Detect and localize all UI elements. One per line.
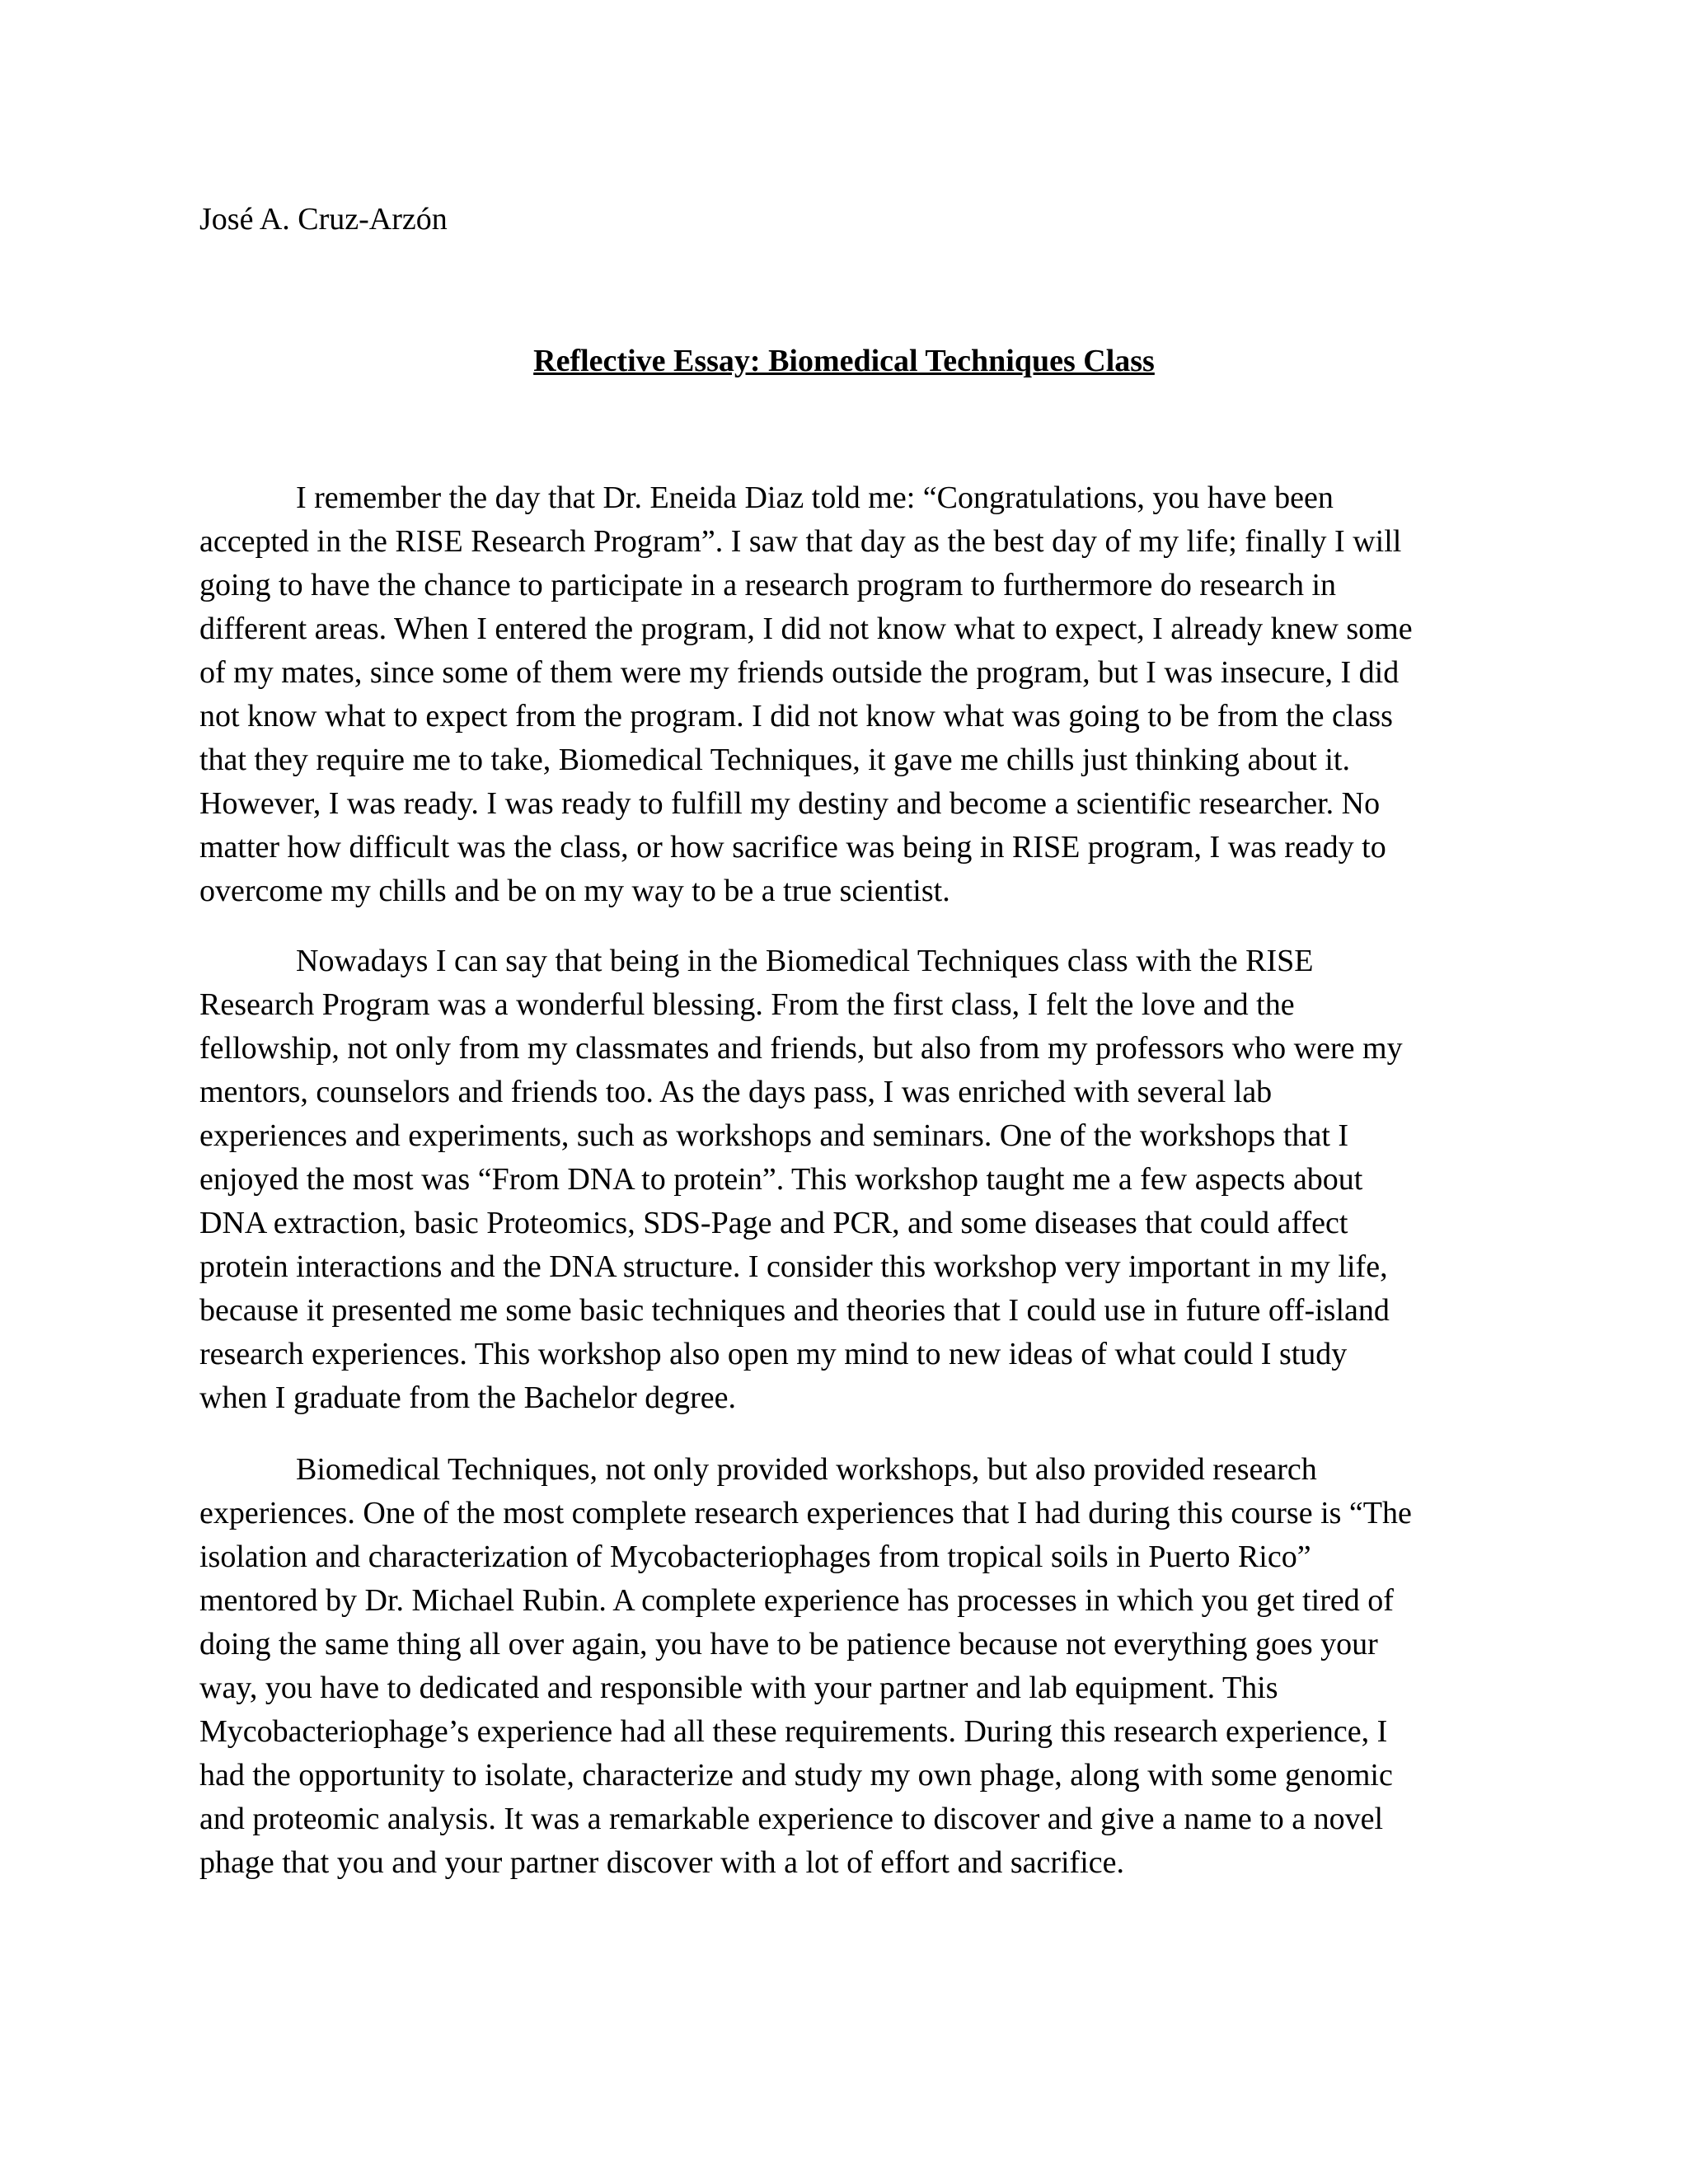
paragraph-line: research experiences. This workshop also open my mind to new ideas of what could I study xyxy=(199,1337,1348,1371)
paragraph-line: DNA extraction, basic Proteomics, SDS-Page and PCR, and some diseases that could affect xyxy=(199,1206,1348,1240)
paragraph-line: protein interactions and the DNA structure. I consider this workshop very important in my life, xyxy=(199,1249,1388,1284)
paragraph-line: Nowadays I can say that being in the Biomedical Techniques class with the RISE xyxy=(296,944,1314,978)
paragraph-line: fellowship, not only from my classmates and friends, but also from my professors who were my xyxy=(199,1031,1403,1066)
paragraph-3 xyxy=(199,1448,1412,1885)
essay-title: Reflective Essay: Biomedical Techniques Class xyxy=(533,344,1155,378)
paragraph-line: experiences and experiments, such as workshops and seminars. One of the workshops that I xyxy=(199,1118,1349,1153)
paragraph-line: I remember the day that Dr. Eneida Diaz told me: “Congratulations, you have been xyxy=(296,480,1334,515)
paragraph-line: enjoyed the most was “From DNA to protein”. This workshop taught me a few aspects about xyxy=(199,1162,1363,1197)
paragraph-line: matter how difficult was the class, or how sacrifice was being in RISE program, I was ready to xyxy=(199,830,1386,865)
paragraph-line: that they require me to take, Biomedical Techniques, it gave me chills just thinking about it. xyxy=(199,743,1350,777)
paragraph-line: However, I was ready. I was ready to fulfill my destiny and become a scientific researcher. No xyxy=(199,786,1381,821)
paragraph-line: because it presented me some basic techniques and theories that I could use in future off-island xyxy=(199,1293,1390,1328)
paragraph-line: different areas. When I entered the program, I did not know what to expect, I already knew some xyxy=(199,612,1413,646)
paragraph-line: and proteomic analysis. It was a remarkable experience to discover and give a name to a novel xyxy=(199,1802,1384,1836)
paragraph-line: not know what to expect from the program. I did not know what was going to be from the class xyxy=(199,699,1393,733)
author-name: José A. Cruz-Arzón xyxy=(199,202,448,237)
paragraph-line: Research Program was a wonderful blessing. From the first class, I felt the love and the xyxy=(199,987,1295,1022)
paragraph-line: way, you have to dedicated and responsible with your partner and lab equipment. This xyxy=(199,1671,1278,1705)
paragraph-line: when I graduate from the Bachelor degree. xyxy=(199,1380,736,1415)
paragraph-line: accepted in the RISE Research Program”. I saw that day as the best day of my life; finally I will xyxy=(199,524,1402,559)
paragraph-line: going to have the chance to participate in a research program to furthermore do research in xyxy=(199,568,1337,602)
paragraph-line: mentors, counselors and friends too. As the days pass, I was enriched with several lab xyxy=(199,1075,1273,1109)
paragraph-line: Biomedical Techniques, not only provided workshops, but also provided research xyxy=(296,1452,1317,1487)
paragraph-line: Mycobacteriophage’s experience had all these requirements. During this research experience, I xyxy=(199,1714,1388,1749)
paragraph-line: phage that you and your partner discover with a lot of effort and sacrifice. xyxy=(199,1845,1125,1880)
paragraph-line: mentored by Dr. Michael Rubin. A complete experience has processes in which you get tired of xyxy=(199,1583,1394,1618)
paragraph-2 xyxy=(199,940,1403,1420)
paragraph-line: isolation and characterization of Mycobacteriophages from tropical soils in Puerto Rico” xyxy=(199,1540,1311,1574)
paragraph-line: experiences. One of the most complete research experiences that I had during this course is “The xyxy=(199,1496,1412,1530)
paragraph-line: had the opportunity to isolate, characterize and study my own phage, along with some genomic xyxy=(199,1758,1393,1793)
paragraph-line: doing the same thing all over again, you have to be patience because not everything goes your xyxy=(199,1627,1378,1661)
paragraph-1 xyxy=(199,476,1413,913)
paragraph-line: overcome my chills and be on my way to be a true scientist. xyxy=(199,874,950,908)
paragraph-line: of my mates, since some of them were my friends outside the program, but I was insecure, I did xyxy=(199,655,1400,690)
